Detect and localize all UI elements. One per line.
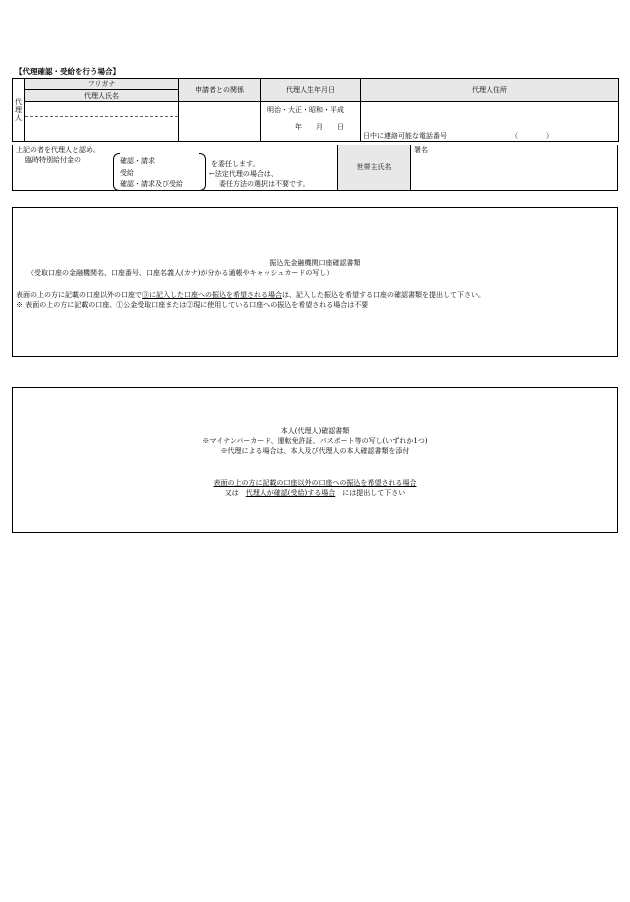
bank-doc-line1-c: は、記入した振込を希望する口座の確認書類を提出して下さい。 <box>282 291 485 299</box>
relationship-input[interactable] <box>179 102 261 142</box>
entrust-text: を委任します。 <box>211 160 260 168</box>
delegation-row <box>12 145 618 191</box>
bank-doc-line1 <box>16 291 485 299</box>
bank-doc-sub: （受取口座の金融機関名、口座番号、口座名義人(カナ)が分かる通帳やキャッシュカードの写し） <box>27 269 334 277</box>
bank-doc-line1-b: ③に記入した口座への振込を希望される場合 <box>142 291 282 299</box>
agent-name-header: 代理人氏名 <box>25 90 179 102</box>
signature-label: 署名 <box>414 146 428 154</box>
bank-doc-title: 振込先金融機関口座確認書類 <box>269 259 361 267</box>
id-doc-box <box>12 387 618 533</box>
bank-doc-box <box>12 207 618 357</box>
id-doc-line1: ※マイナンバーカード、運転免許証、パスポート等の写し(いずれか1つ) <box>202 437 428 445</box>
agent-table <box>12 78 619 142</box>
legal-note-2: 委任方法の選択は不要です。 <box>219 180 310 188</box>
household-head-cell <box>337 145 411 190</box>
signature-input[interactable] <box>410 145 618 190</box>
left-brace <box>113 153 120 191</box>
relationship-header <box>179 79 261 102</box>
phone-label: 日中に連絡可能な電話番号 <box>363 132 447 140</box>
id-doc-line2: ※代理による場合は、本人及び代理人の本人確認書類を添付 <box>220 447 410 455</box>
agent-vertical-label: 代理人 <box>13 79 25 142</box>
ymd-label: 年 月 日 <box>295 123 344 131</box>
id-doc-line3: 表面の上の方に記載の口座以外の口座への振込を希望される場合 <box>213 479 417 487</box>
phone-paren: （ ） <box>511 132 553 140</box>
bank-doc-line2: ※ 表面の上の方に記載の口座、①公金受取口座または②現に使用している口座への振込を希望される場合は不要 <box>16 301 369 309</box>
legal-note-1: ←法定代理の場合は、 <box>209 170 278 178</box>
furigana-divider <box>25 116 178 117</box>
option-receive[interactable]: 受給 <box>120 169 134 177</box>
delegation-line2: 臨時特別給付金の <box>25 156 81 164</box>
era-options: 明治・大正・昭和・平成 <box>267 106 344 114</box>
birthdate-input[interactable] <box>261 102 361 142</box>
relationship-label: 申請者との関係 <box>195 85 244 94</box>
id-doc-line4-b: 代理人が確認(受給)する場合 <box>245 489 336 497</box>
delegation-line1: 上記の者を代理人と認め、 <box>16 146 100 154</box>
option-confirm-claim-receive[interactable]: 確認・請求及び受給 <box>120 180 183 188</box>
agent-name-input[interactable] <box>25 102 179 142</box>
household-head-label: 世帯主氏名 <box>356 163 392 171</box>
id-doc-line4-a: 又は <box>224 489 239 497</box>
id-doc-line4 <box>13 489 617 497</box>
address-header: 代理人住所 <box>361 79 619 102</box>
id-doc-line4-c: には提出して下さい <box>342 489 406 497</box>
section-title: 【代理確認・受給を行う場合】 <box>15 67 120 76</box>
bank-doc-line1-a: 表面の上の方に記載の口座以外の口座で <box>16 291 142 299</box>
right-brace <box>199 153 206 191</box>
birthdate-header: 代理人生年月日 <box>261 79 361 102</box>
address-input[interactable] <box>361 102 619 142</box>
option-confirm-claim[interactable]: 確認・請求 <box>120 157 155 165</box>
furigana-header: フリガナ <box>25 79 179 90</box>
id-doc-title: 本人(代理人)確認書類 <box>280 427 350 435</box>
